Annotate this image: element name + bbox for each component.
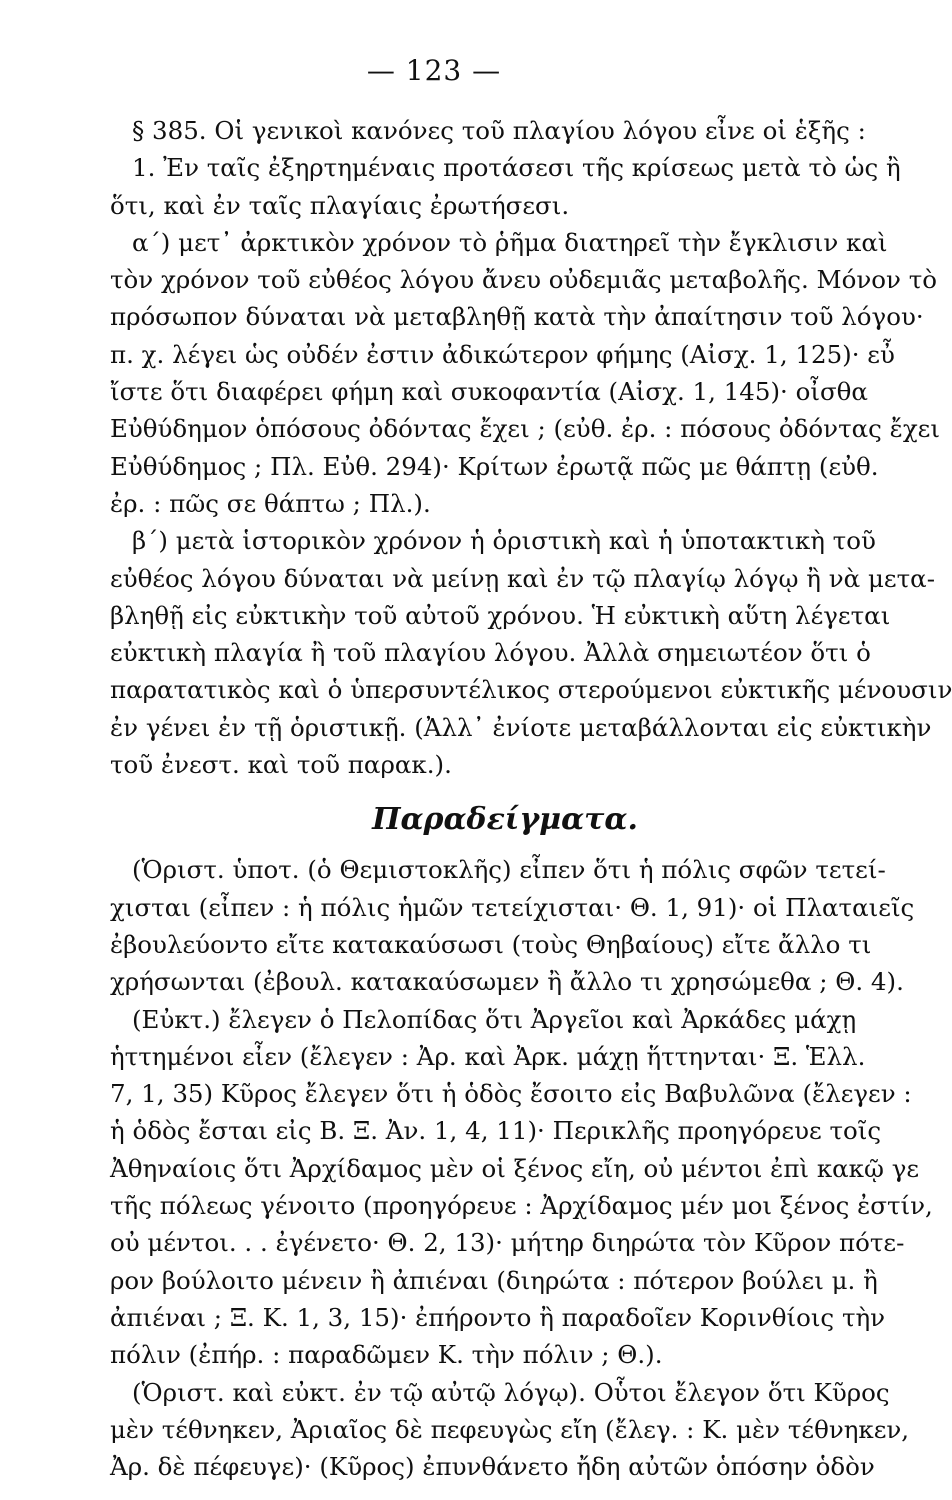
page-number: — 123 — [366, 54, 502, 87]
text-line: ἀπιέναι ; Ξ. Κ. 1, 3, 15)· ἐπήροντο ἢ παραδοῖεν Κορινθίοις τὴν [110, 1302, 886, 1332]
text-line: εὐκτικὴ πλαγία ἢ τοῦ πλαγίου λόγου. Ἀλλὰ σημειωτέον ὅτι ὁ [110, 638, 871, 668]
text-line: χρήσωνται (ἐβουλ. κατακαύσωμεν ἢ ἄλλο τι χρησώμεθα ; Θ. 4). [110, 967, 904, 997]
text-line: βληθῇ εἰς εὐκτικὴν τοῦ αὐτοῦ χρόνου. Ἡ εὐκτικὴ αὕτη λέγεται [110, 600, 891, 630]
text-line: 1. Ἐν ταῖς ἐξηρτημέναις προτάσεσι τῆς κρίσεως μετὰ τὸ ὡς ἢ [132, 153, 901, 183]
text-line: β΄) μετὰ ἱστορικὸν χρόνον ἡ ὁριστικὴ καὶ ἡ ὑποτακτικὴ τοῦ [132, 526, 876, 556]
text-line: πρόσωπον δύναται νὰ μεταβληθῇ κατὰ τὴν ἀπαίτησιν τοῦ λόγου· [110, 302, 924, 332]
text-line: 7, 1, 35) Κῦρος ἔλεγεν ὅτι ἡ ὁδὸς ἔσοιτο εἰς Βαβυλῶνα (ἔλεγεν : [110, 1079, 912, 1109]
text-line: ἐβουλεύοντο εἴτε κατακαύσωσι (τοὺς Θηβαίους) εἴτε ἄλλο τι [110, 929, 872, 959]
text-line: ἡττημένοι εἶεν (ἔλεγεν : Ἀρ. καὶ Ἀρκ. μάχῃ ἥττηνται· Ξ. Ἑλλ. [110, 1041, 866, 1071]
text-line: ὅτι, καὶ ἐν ταῖς πλαγίαις ἐρωτήσεσι. [110, 190, 570, 220]
section-heading: Παραδείγματα. [372, 802, 638, 838]
text-line: ἐρ. : πῶς σε θάπτω ; Πλ.). [110, 488, 431, 518]
text-line: οὐ μέντοι. . . ἐγένετο· Θ. 2, 13)· μήτηρ διηρώτα τὸν Κῦρον πότε- [110, 1228, 905, 1258]
text-line: Ἀθηναίοις ὅτι Ἀρχίδαμος μὲν οἱ ξένος εἴη, οὐ μέντοι ἐπὶ κακῷ γε [110, 1153, 920, 1183]
text-line: παρατατικὸς καὶ ὁ ὑπερσυντέλικος στερούμενοι εὐκτικῆς μένουσιν [110, 675, 952, 705]
text-line: (Ὁριστ. ὑποτ. (ὁ Θεμιστοκλῆς) εἶπεν ὅτι ἡ πόλις σφῶν τετεί- [132, 855, 886, 885]
text-line: Εὐθύδημος ; Πλ. Εὐθ. 294)· Κρίτων ἐρωτᾷ πῶς με θάπτῃ (εὐθ. [110, 451, 879, 481]
body-text [110, 112, 952, 1485]
text-line: πόλιν (ἐπήρ. : παραδῶμεν Κ. τὴν πόλιν ; Θ.). [110, 1340, 663, 1370]
text-line: ἡ ὁδὸς ἔσται εἰς Β. Ξ. Ἀν. 1, 4, 11)· Περικλῆς προηγόρευε τοῖς [110, 1116, 882, 1146]
text-line: Ἀρ. δὲ πέφευγε)· (Κῦρος) ἐπυνθάνετο ἤδη αὐτῶν ὁπόσην ὁδὸν [110, 1452, 875, 1482]
text-line: χισται (εἶπεν : ἡ πόλις ἡμῶν τετείχισται· Θ. 1, 91)· οἱ Πλαταιεῖς [110, 892, 915, 922]
text-line: ἴστε ὅτι διαφέρει φήμη καὶ συκοφαντία (Αἰσχ. 1, 145)· οἶσθα [110, 377, 868, 407]
text-line: ἐν γένει ἐν τῇ ὁριστικῇ. (Ἀλλ᾽ ἐνίοτε μεταβάλλονται εἰς εὐκτικὴν [110, 712, 932, 742]
text-line: μὲν τέθνηκεν, Ἀριαῖος δὲ πεφευγὼς εἴη (ἔλεγ. : Κ. μὲν τέθνηκεν, [110, 1414, 910, 1444]
text-line: α΄) μετ᾽ ἀρκτικὸν χρόνον τὸ ῥῆμα διατηρεῖ τὴν ἔγκλισιν καὶ [132, 227, 888, 257]
text-line: (Ὁριστ. καὶ εὐκτ. ἐν τῷ αὐτῷ λόγῳ). Οὗτοι ἔλεγον ὅτι Κῦρος [132, 1377, 890, 1407]
text-line: π. χ. λέγει ὡς οὐδέν ἐστιν ἀδικώτερον φήμης (Αἰσχ. 1, 125)· εὖ [110, 339, 895, 369]
text-line: εὐθέος λόγου δύναται νὰ μείνῃ καὶ ἐν τῷ πλαγίῳ λόγῳ ἢ νὰ μετα- [110, 563, 935, 593]
text-line: Εὐθύδημον ὁπόσους ὀδόντας ἔχει ; (εὐθ. ἐρ. : πόσους ὀδόντας ἔχει [110, 414, 940, 444]
text-line: (Εὐκτ.) ἔλεγεν ὁ Πελοπίδας ὅτι Ἀργεῖοι καὶ Ἀρκάδες μάχῃ [132, 1004, 857, 1034]
text-line: τοῦ ἐνεστ. καὶ τοῦ παρακ.). [110, 750, 452, 780]
text-line: § 385. Οἱ γενικοὶ κανόνες τοῦ πλαγίου λόγου εἶνε οἱ ἑξῆς : [132, 116, 866, 145]
text-line: τὸν χρόνον τοῦ εὐθέος λόγου ἄνευ οὐδεμιᾶς μεταβολῆς. Μόνον τὸ [110, 265, 938, 295]
text-line: ρον βούλοιτο μένειν ἢ ἀπιέναι (διηρώτα : πότερον βούλει μ. ἢ [110, 1265, 878, 1295]
text-line: τῆς πόλεως γένοιτο (προηγόρευε : Ἀρχίδαμος μέν μοι ξένος ἐστίν, [110, 1191, 933, 1221]
